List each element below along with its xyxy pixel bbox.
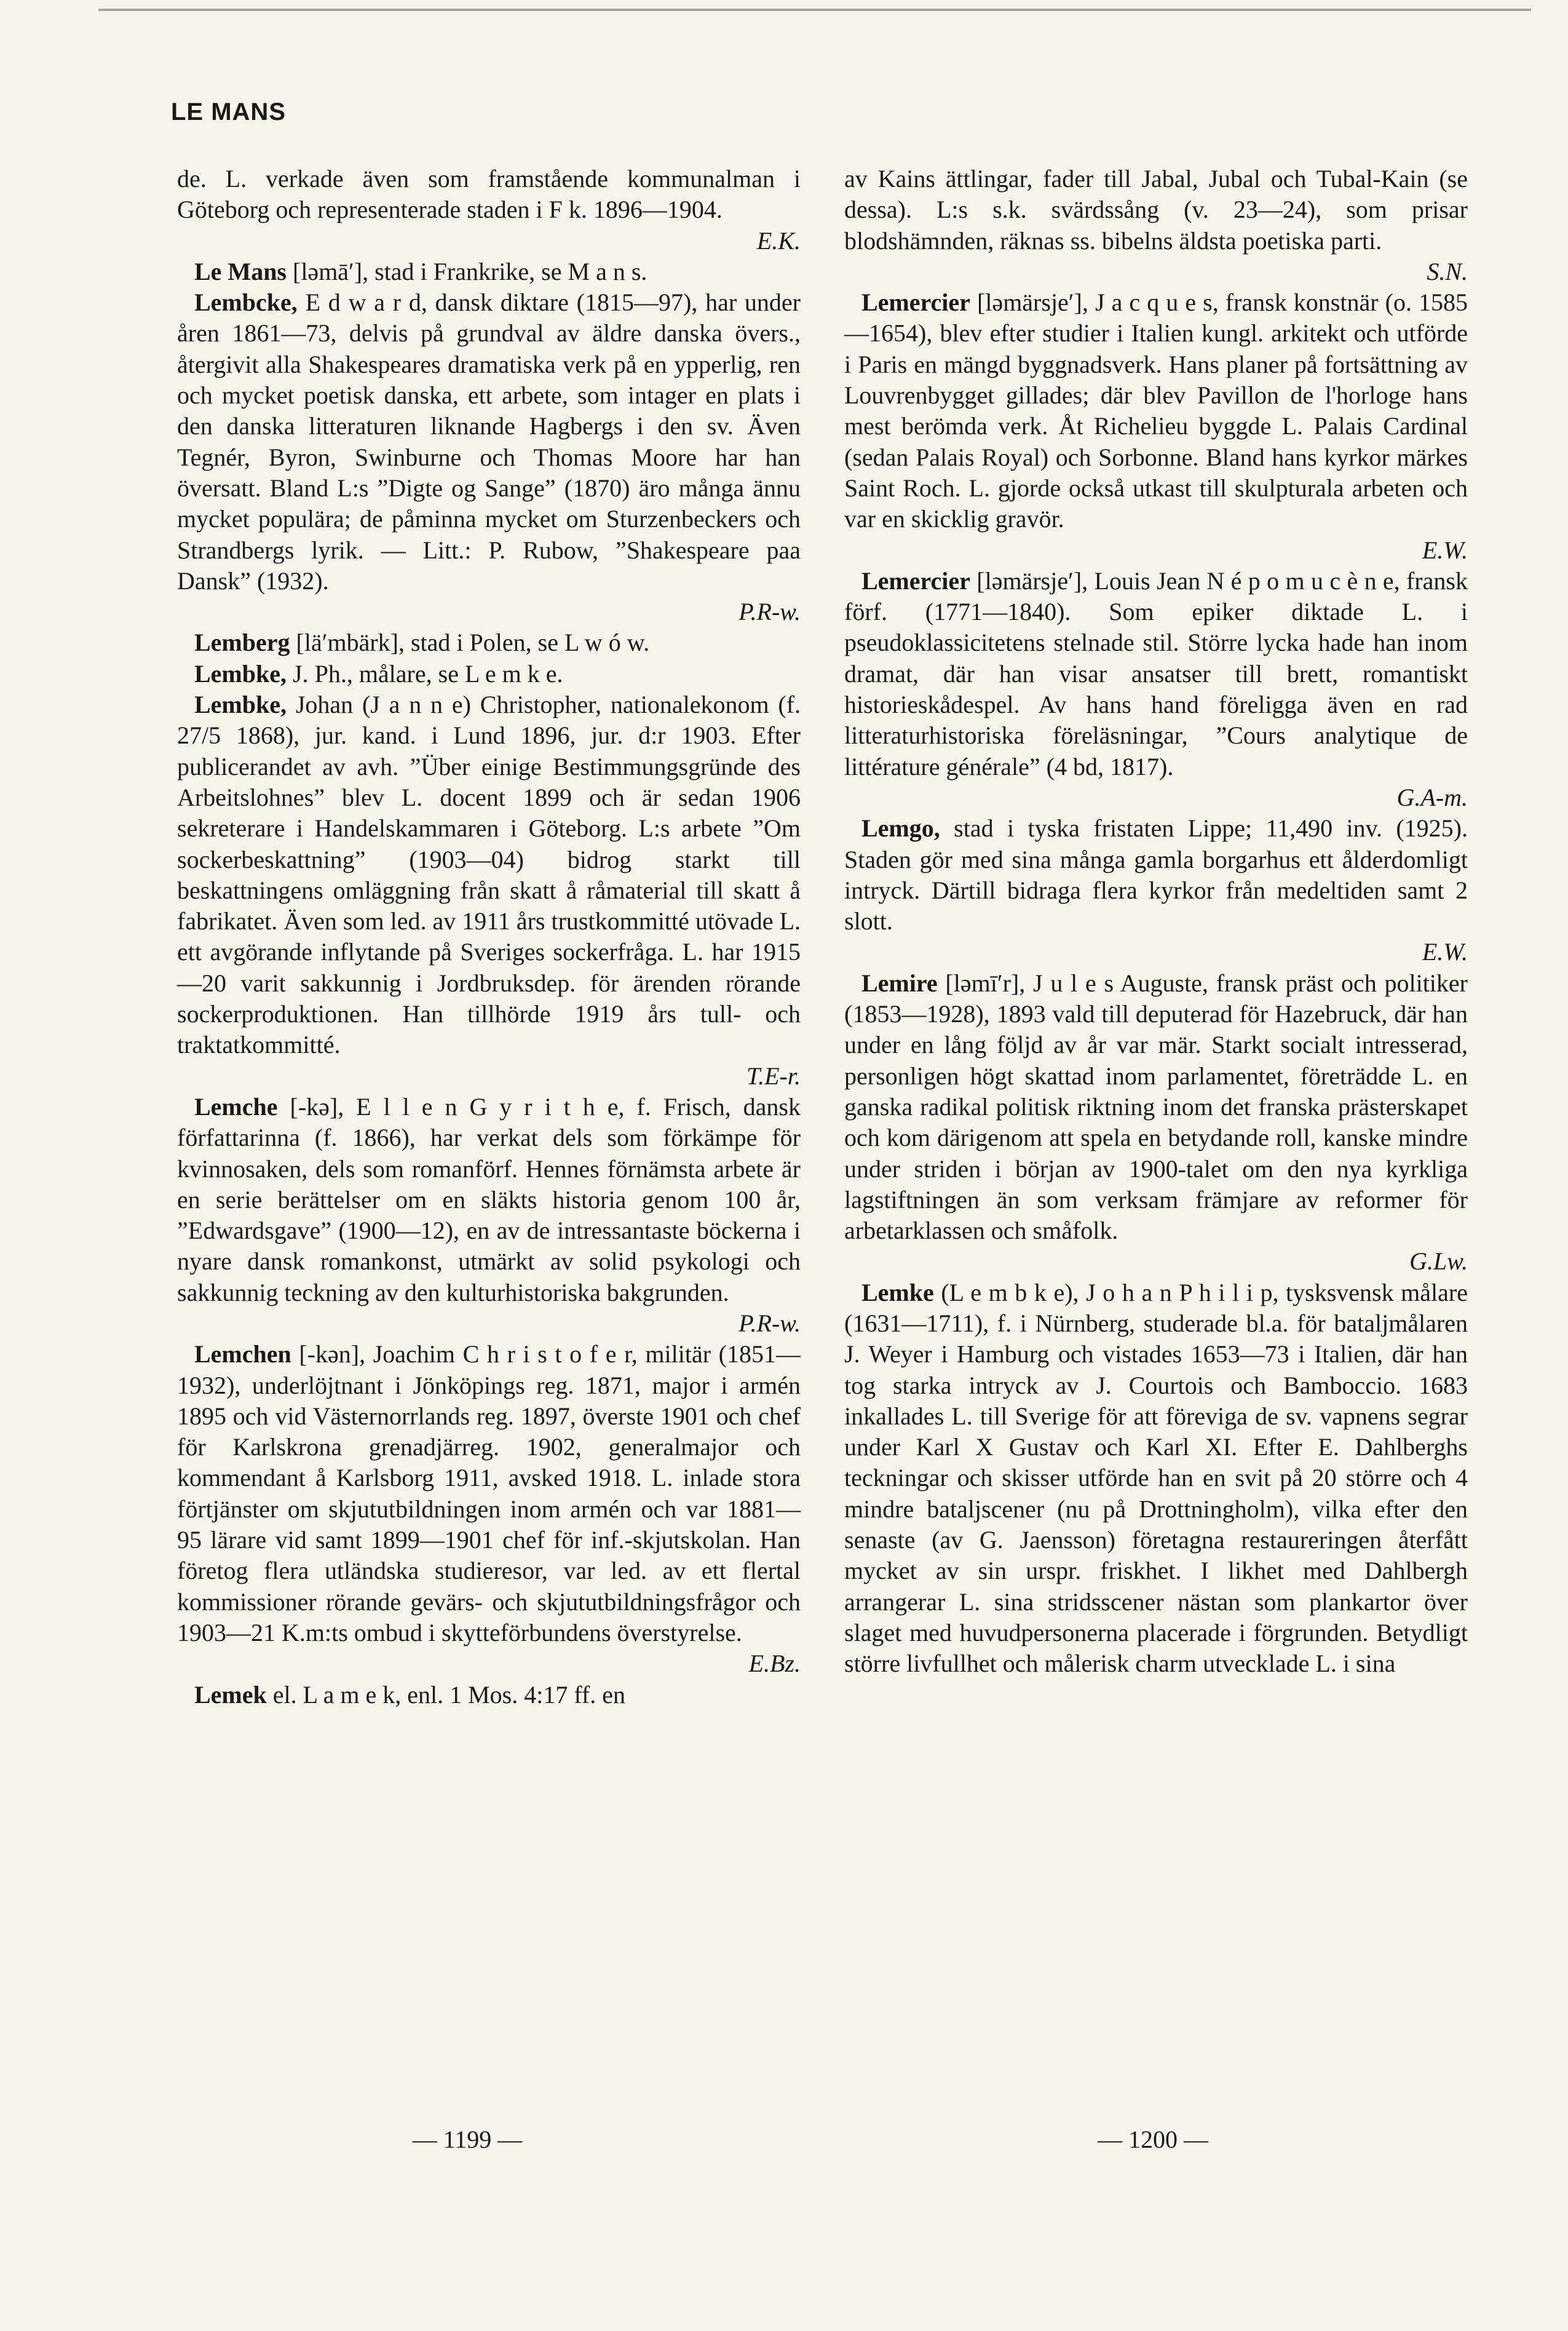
entry-headword: Lembke, [194,659,287,688]
entry-headword: Lemke [861,1278,934,1306]
dictionary-entry [177,659,801,689]
entry-headword: Le Mans [194,257,287,285]
entry-text: stad i tyska fristaten Lippe; 11,490 inv. (1925). Staden gör med sina många gamla borgarhus ett ålderdomligt intryck. Därtill bidraga flera kyrkor från medeltiden samt 2 slott. [844,814,1468,935]
entry-headword: Lemercier [861,288,970,317]
entry-text: J. Ph., målare, se L e m k e. [293,659,563,688]
dictionary-entry [177,1339,801,1679]
entry-signature: G.Lw. [1409,1247,1468,1276]
entry-signature: E.Bz. [748,1650,801,1678]
page-number-left: — 1199 — [412,2126,523,2153]
entry-headword: Lemberg [194,629,290,657]
dictionary-entry [177,164,801,256]
entry-text: Johan (J a n n e) Christopher, nationalekonom (f. 27/5 1868), jur. kand. i Lund 1896, jur. d:r 1903. Efter publicerandet av avh. ”Über einige Bestimmungsgründe des Arbeitslohnes” blev L. docent 1899 och är sedan 1906 sekreterare i Handelskammaren i Göteborg. L:s arbete ”Om sockerbeskattning” (1903—04) bidrog starkt till beskattningens omläggning från skatt å råmaterial till skatt å fabrikatet. Även som led. av 1911 års trustkommitté utövade L. ett avgörande inflytande på Sveriges sockerfråga. L. har 1915—20 varit sakkunnig i Jordbruksdep. för ärenden rörande sockerproduktionen. Han tillhörde 1919 års tull- och traktatkommitté. [177,691,801,1059]
entry-signature: T.E-r. [746,1062,801,1090]
entry-text: [-kə], E l l e n G y r i t h e, f. Frisch, dansk författarinna (f. 1866), har verkat dels som förkämpe för kvinnosaken, dels som romanförf. Hennes förnämsta arbete är en serie berättelser om en släkts historia genom 100 år, ”Edwardsgave” (1900—12), en av de intressantaste böckerna i nyare dansk romankonst, utmärkt av solid psykologi och sakkunnig teckning av den kulturhistoriska bakgrunden. [177,1092,801,1306]
entry-signature: S.N. [1427,257,1468,285]
dictionary-entry [177,627,801,658]
dictionary-entry [177,1680,801,1710]
entry-headword: Lemgo, [861,814,940,843]
page-number-right: — 1200 — [1098,2126,1208,2153]
entry-signature: G.A-m. [1396,783,1468,811]
entry-headword: Lemchen [194,1340,291,1368]
entry-text: [ləmärsje′], Louis Jean N é p o m u c è n e, fransk förf. (1771—1840). Som epiker diktade L. i pseudoklassicitetens stelnade stil. Större lycka hade han inom dramat, där han visar ansatser till brett, romantiskt historieskådespel. Av hans hand föreligga även en rad litteraturhistoriska föreläsningar, ”Cours analytique de littérature générale” (4 bd, 1817). [844,566,1468,780]
dictionary-entry [844,968,1468,1277]
running-head: LE MANS [171,98,286,125]
dictionary-entry [177,689,801,1092]
left-column [177,164,801,1710]
entry-headword: Lembcke, [194,288,298,317]
entry-signature: E.K. [756,226,801,255]
entry-text: [ləmärsje′], J a c q u e s, fransk konstnär (o. 1585—1654), blev efter studier i Italien kungl. arkitekt och utförde i Paris en mängd byggnadsverk. Hans planer på fortsättning av Louvrenbygget gillades; där blev Pavillon de l'horloge hans mest berömda verk. Åt Richelieu byggde L. Palais Cardinal (sedan Palais Royal) och Sorbonne. Bland hans kyrkor märkes Saint Roch. L. gjorde också utkast till skulpturala arbeten och var en skicklig gravör. [844,288,1468,533]
entry-signature: E.W. [1422,938,1468,966]
top-rule [98,9,1531,11]
right-column [844,164,1468,1680]
dictionary-entry [177,256,801,287]
entry-headword: Lemek [194,1680,267,1709]
dictionary-entry [844,813,1468,967]
dictionary-entry [177,1092,801,1339]
entry-text: de. L. verkade även som framstående kommunalman i Göteborg och representerade staden i F k. 1896—1904. [177,165,801,224]
entry-text: [ləmī′r], J u l e s Auguste, fransk präst och politiker (1853—1928), 1893 vald till deputerad för Hazebruck, där han under en lång följd av år var mär. Starkt socialt intresserad, personligen högt skattad inom parlamentet, företrädde L. en ganska radikal politisk riktning inom det franska prästerskapet och kom därigenom att spela en betydande roll, kanske mindre under striden i början av 1900-talet om den nya kyrkliga lagstiftningen än som verksam främjare av reformer för arbetarklassen och småfolk. [844,969,1468,1245]
entry-text: (L e m b k e), J o h a n P h i l i p, tysksvensk målare (1631—1711), f. i Nürnberg, studerade bl.a. för bataljmålaren J. Weyer i Hamburg och vistades 1653—73 i Italien, där han tog starka intryck av J. Courtois och Bamboccio. 1683 inkallades L. till Sverige för att föreviga de sv. vapnens segrar under Karl X Gustav och Karl XI. Efter E. Dahlberghs teckningar och skisser utförde han en svit på 20 större och 4 mindre bataljscener (nu på Drottningholm), vilka efter den senaste (av G. Jaensson) företagna restaureringen återfått mycket av sin urspr. friskhet. I likhet med Dahlbergh arrangerar L. sina stridsscener nästan som plankartor över slaget med huvudpersonerna placerade i förgrunden. Betydligt större livfullhet och målerisk charm utvecklade L. i sina [844,1278,1468,1678]
dictionary-entry [844,1277,1468,1680]
entry-text: E d w a r d, dansk diktare (1815—97), har under åren 1861—73, delvis på grundval av äldre danska övers., återgivit alla Shakespeares dramatiska verk på en ypperlig, ren och mycket poetisk danska, ett arbete, som intager en plats i den danska litteraturen liknande Hagbergs i den sv. Även Tegnér, Byron, Swinburne och Thomas Moore har han översatt. Bland L:s ”Digte og Sange” (1870) äro många ännu mycket populära; de påminna mycket om Sturzenbeckers och Strandbergs lyrik. — Litt.: P. Rubow, ”Shakespeare paa Dansk” (1932). [177,288,801,595]
entry-text: [ləmā′], stad i Frankrike, se M a n s. [293,257,647,285]
entry-headword: Lemercier [861,566,970,595]
entry-signature: P.R-w. [738,1309,801,1337]
dictionary-entry [844,287,1468,566]
entry-signature: E.W. [1422,536,1468,564]
entry-text: [lä′mbärk], stad i Polen, se L w ó w. [296,629,650,657]
dictionary-entry [177,287,801,627]
entry-text: el. L a m e k, enl. 1 Mos. 4:17 ff. en [272,1680,625,1709]
dictionary-entry [844,566,1468,813]
entry-signature: P.R-w. [738,598,801,626]
entry-text: [-kən], Joachim C h r i s t o f e r, militär (1851—1932), underlöjtnant i Jönköpings reg. 1871, major i armén 1895 och vid Västernorrlands reg. 1897, överste 1901 och chef för Karlskrona grenadjärreg. 1902, generalmajor och kommendant å Karlsborg 1911, avsked 1918. L. inlade stora förtjänster om skjututbildningen inom armén och var 1881—95 lärare vid samt 1899—1901 chef för inf.-skjutskolan. Han företog flera utländska studieresor, var led. av ett flertal kommissioner rörande gevärs- och skjututbildningsfrågor och 1903—21 K.m:ts ombud i skytteförbundens överstyrelse. [177,1340,801,1646]
entry-text: av Kains ättlingar, fader till Jabal, Jubal och Tubal-Kain (se dessa). L:s s.k. svärdssång (v. 23—24), som prisar blodshämnden, räknas ss. bibelns äldsta poetiska parti. [844,165,1468,255]
entry-headword: Lembke, [194,691,287,719]
entry-headword: Lemche [194,1092,278,1121]
entry-headword: Lemire [861,969,938,997]
dictionary-entry [844,164,1468,287]
